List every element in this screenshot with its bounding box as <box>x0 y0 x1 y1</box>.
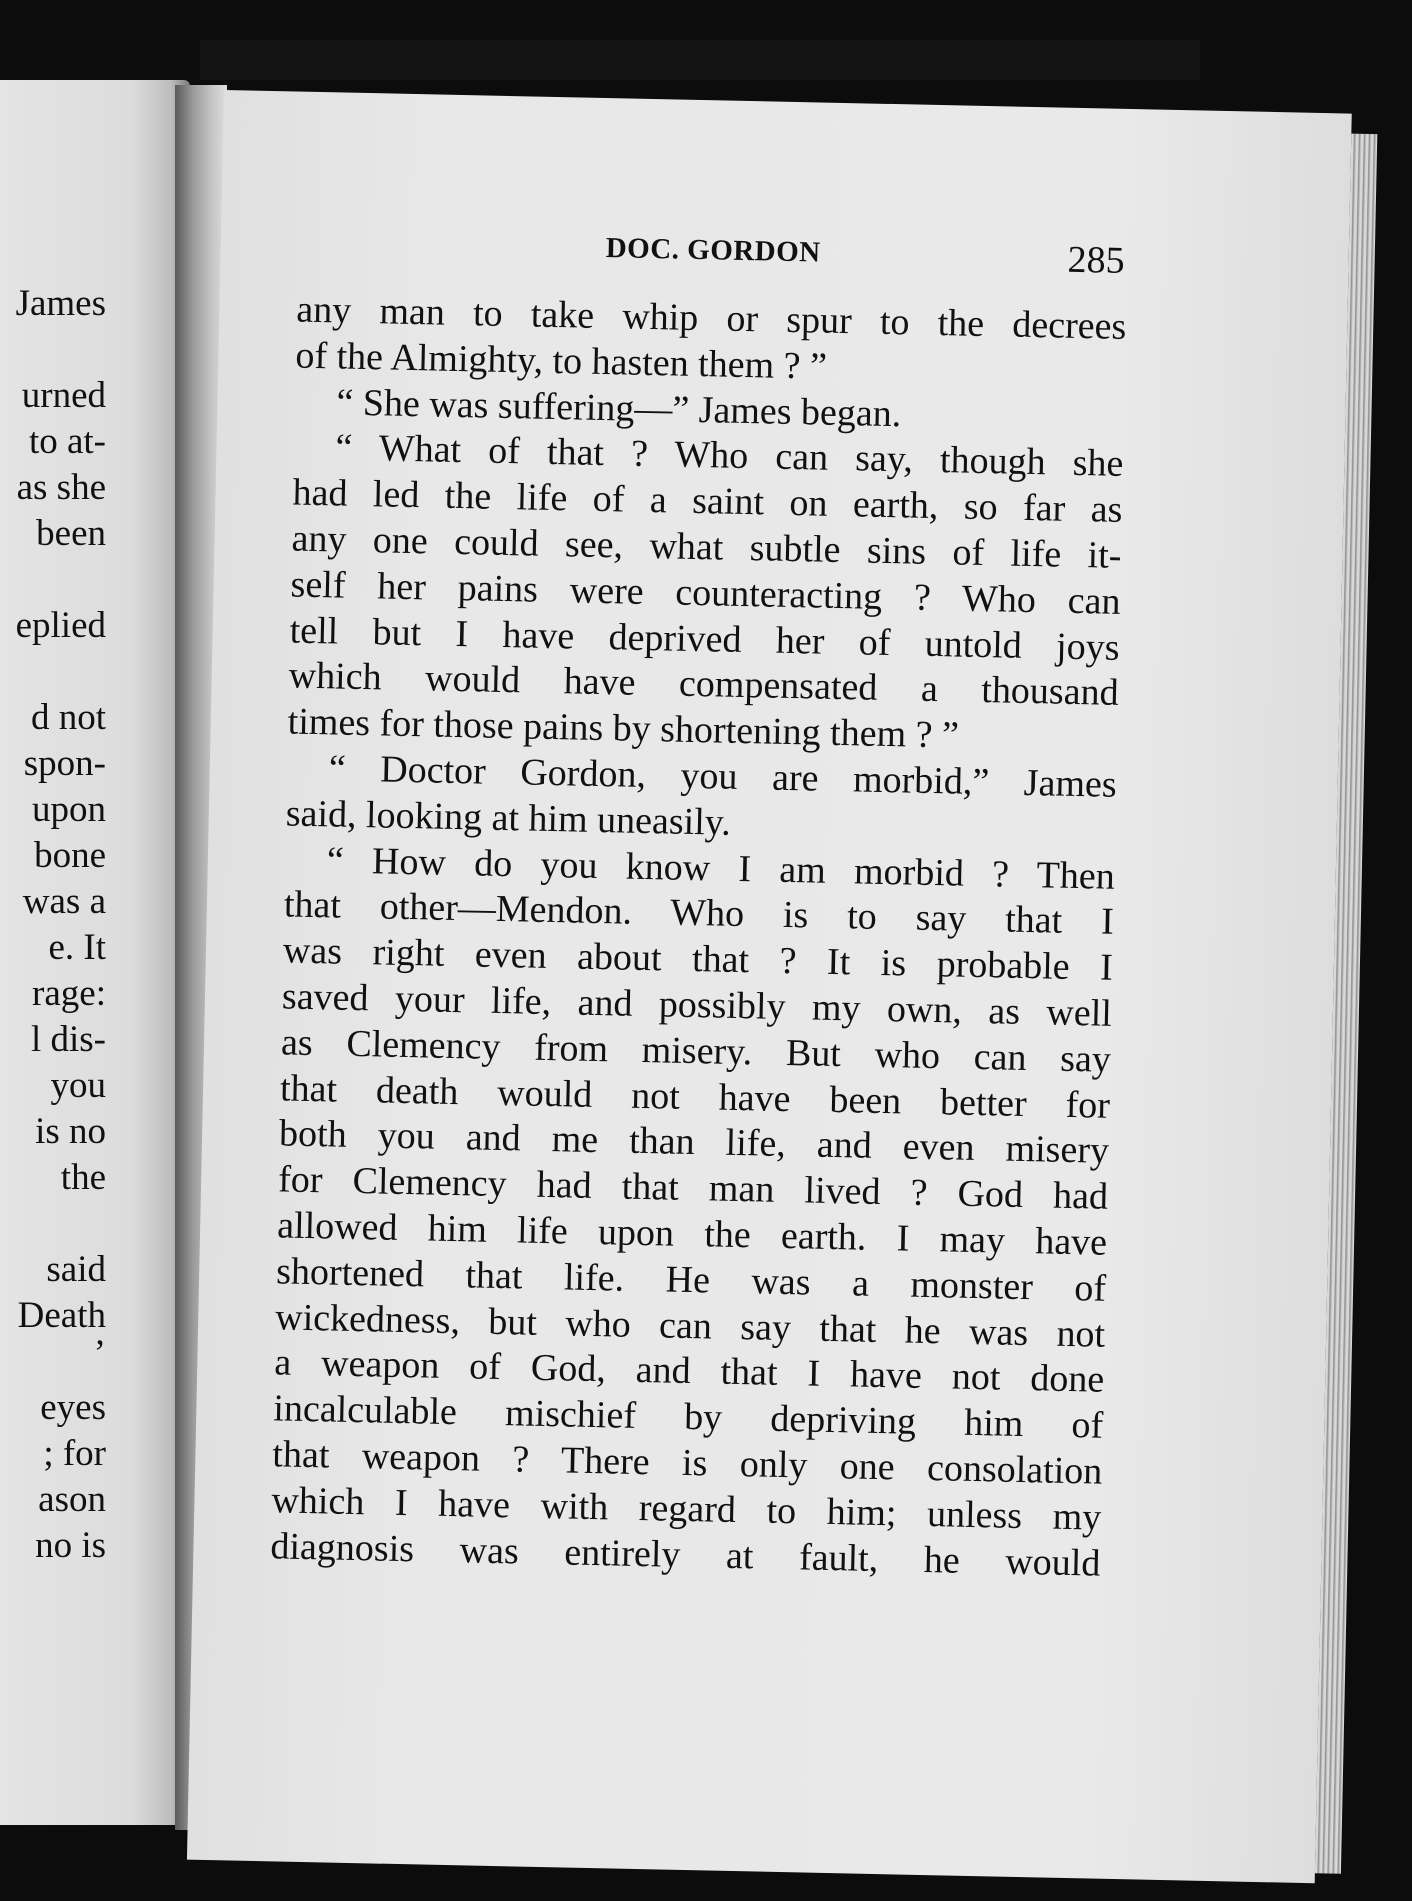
text-line: times for those pains by shortening them ? ” <box>287 700 960 757</box>
text-line: which would have compensated a thousand <box>288 654 1120 715</box>
text-line: for Clemency had that man lived ? God had <box>277 1158 1109 1218</box>
text-line: incalculable mischief by depriving him of <box>272 1387 1104 1447</box>
page-edge <box>1315 134 1377 1874</box>
left-page-line: the <box>60 1157 106 1198</box>
left-page <box>0 80 190 1825</box>
text-line: that other—Mendon. Who is to say that I <box>283 883 1115 944</box>
left-page-line: l dis- <box>30 1019 106 1060</box>
text-line: any one could see, what subtle sins of life it- <box>291 517 1122 577</box>
text-line: “ Doctor Gordon, you are morbid,” James <box>328 747 1118 806</box>
left-page-line: ason <box>38 1479 106 1520</box>
page-body <box>270 288 1127 1587</box>
text-line: of the Almighty, to hasten them ? ” <box>295 334 828 388</box>
text-line: a weapon of God, and that I have not done <box>273 1341 1105 1402</box>
left-page-line: was a <box>22 881 106 922</box>
text-line: self her pains were counteracting ? Who can <box>290 563 1121 623</box>
text-line: said, looking at him uneasily. <box>285 792 732 844</box>
text-line: which I have with regard to him; unless my <box>271 1479 1102 1539</box>
running-head: DOC. GORDON <box>605 232 822 269</box>
text-line: had led the life of a saint on earth, so far as <box>292 471 1123 532</box>
left-page-line: is no <box>35 1111 106 1152</box>
text-line: tell but I have deprived her of untold joys <box>289 609 1120 669</box>
text-line: both you and me than life, and even misery <box>278 1112 1110 1173</box>
left-page-line: as she <box>16 467 106 508</box>
left-page-line: no is <box>35 1525 106 1566</box>
text-line: wickedness, but who can say that he was not <box>274 1295 1106 1356</box>
text-line: that weapon ? There is only one consolation <box>272 1433 1103 1493</box>
left-page-line: eplied <box>15 605 106 646</box>
text-line: diagnosis was entirely at fault, he would <box>270 1524 1101 1585</box>
left-page-line: to at- <box>28 421 106 462</box>
right-page <box>187 90 1352 1883</box>
text-line: “ How do you know I am morbid ? Then <box>326 838 1116 898</box>
left-page-line: bone <box>34 835 106 876</box>
text-line: “ She was suffering—” James began. <box>336 381 902 435</box>
text-line: that death would not have been better for <box>279 1066 1111 1127</box>
left-page-line: James <box>15 283 106 324</box>
text-line: “ What of that ? Who can say, though she <box>335 426 1124 486</box>
left-page-line: ; for <box>43 1433 106 1474</box>
text-line: was right even about that ? It is probable I <box>282 929 1114 989</box>
text-line: saved your life, and possibly my own, as well <box>281 975 1113 1035</box>
left-page-line: e. It <box>48 927 106 968</box>
left-page-line: ’ <box>93 1333 106 1374</box>
left-page-line: you <box>50 1065 106 1106</box>
scan-background <box>200 40 1200 80</box>
left-page-line: been <box>36 513 106 554</box>
left-page-line: d not <box>30 697 106 738</box>
left-page-line: said <box>46 1249 106 1290</box>
left-page-line: upon <box>32 789 106 830</box>
left-page-line: rage: <box>32 973 106 1014</box>
page-number: 285 <box>1067 238 1126 282</box>
text-line: shortened that life. He was a monster of <box>275 1250 1107 1310</box>
text-line: any man to take whip or spur to the decrees <box>295 288 1127 348</box>
text-line: allowed him life upon the earth. I may have <box>276 1204 1108 1264</box>
left-page-line: eyes <box>40 1387 106 1428</box>
left-page-line: spon- <box>23 743 106 784</box>
left-page-line: urned <box>21 375 106 416</box>
left-page-line: Death <box>17 1295 106 1336</box>
text-line: as Clemency from misery. But who can say <box>280 1021 1112 1081</box>
